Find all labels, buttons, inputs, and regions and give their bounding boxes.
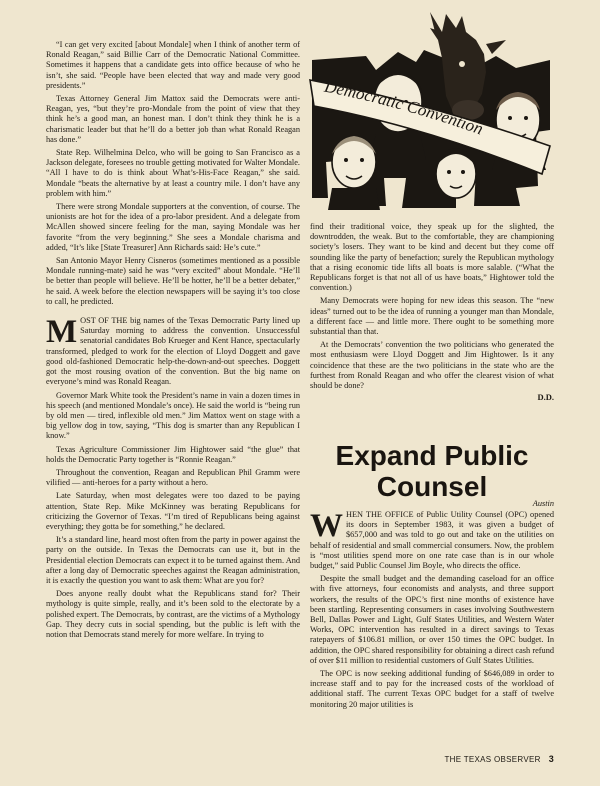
paragraph: Does anyone really doubt what the Republicans stand for? Their mythology is quite simple, really, and it’s been sold to the electorate by a polished expert. The Democrats, by contrast, are the victims of a Mythology Gap. They decry cuts in social spending, but the public is left with the notion that Democrats stand merely for more welfare. In trying to [46, 589, 300, 639]
convention-cartoon [306, 10, 556, 218]
cartoon-figure [328, 136, 380, 210]
drop-cap: M [46, 314, 78, 351]
banner-text: Democratic Convention [322, 76, 486, 139]
paragraph: find their traditional voice, they speak up for the slighted, the downtrodden, the weak. But to the comfortable, they are championing society’s losers. They want to be kind and decent but they come off sounding like the party of benefaction; surely the Republican mythology that a rising economic tide lifts all boats is more salable. (“What the Republicans forget is that not all of us have boats,” Hightower told the convention.) [310, 222, 554, 293]
page-number: 3 [548, 754, 554, 764]
publication-name: THE TEXAS OBSERVER [444, 755, 541, 764]
paragraph: Governor Mark White took the President’s name in vain a dozen times in his speech (and mentioned Mondale’s once). He said the world is “being run by old men — tired, inflexible old men.” Jim Mattox went on stage with a big yellow dog in tow, saying, “This dog is smarter than any Republican I know.” [46, 390, 300, 441]
paragraph: Texas Attorney General Jim Mattox said the Democrats were anti-Reagan, yes, “but they’re pro-Mondale from the point of view that they think he’s a good man, an honest man. I don’t think they think he is a charismatic leader but that he’ll do a better job than what Ronald Reagan has done.” [46, 94, 300, 144]
dateline: Austin [532, 499, 554, 508]
drop-cap: W [310, 508, 343, 544]
article-headline: Expand Public Counsel [335, 440, 529, 502]
paragraph: Late Saturday, when most delegates were too dazed to be paying attention, State Rep. Mike McKinney was berating Republicans for criticizing the Governor of Texas. “I’m tired of Republicans being against everything; they gotta be for something,” he declared. [46, 491, 300, 531]
paragraph: “I can get very excited [about Mondale] when I think of another term of Ronald Reagan,” said Billie Carr of the Democratic National Committee. Sometimes it happens that a candidate gets into office because of who he isn’t, she said. “People have been elected that way and made very good presidents.” [46, 40, 300, 90]
story-column [310, 510, 554, 713]
left-column [46, 40, 300, 643]
paragraph: Despite the small budget and the demanding caseload for an office with five attorneys, four economists and analysts, and three support workers, the results of the OPC’s first nine months of existence have been startling. Representing consumers in cases involving Southwestern Bell, Dallas Power and Light, Gulf States Utilities, and Western Water Works, OPC intervention has resulted in a direct savings to Texas ratepayers of $106.81 million, or over 150 times the OPC budget. In addition, the OPC shared responsibility for obtaining a direct cash refund of over $11 million to residential customers of Gulf States Utilities. [310, 574, 554, 665]
paragraph: Throughout the convention, Reagan and Republican Phil Gramm were vilified — anti-heroes for a party without a hero. [46, 467, 300, 488]
cartoon-illustration [306, 10, 556, 218]
paragraph: The OPC is now seeking additional funding of $646,089 in order to increase staff and to pay for the increased costs of the workload of additional staff. The current Texas OPC budget for a staff of twelve monitoring 20 major utilities is [310, 669, 554, 709]
paragraph: It’s a standard line, heard most often from the party in power against the party on the outside. In Texas the Democrats can use it, but in the Presidential election Democrats can expect it to be turned against them. And after a long day of Democratic speeches against the Reagan administration, it is exactly the question you want to ask them: What are you for? [46, 535, 300, 585]
author-initials: D.D. [537, 392, 554, 403]
paragraph: At the Democrats’ convention the two politicians who generated the most enthusiasm were Lloyd Doggett and Jim Hightower. Is it any coincidence that these are the two politicians in the state who are the furthest from Ronald Reagan and who offer the clearest vision of what should be done? [310, 340, 554, 391]
cartoon-figure [436, 148, 476, 198]
paragraph: Texas Agriculture Commissioner Jim Hightower said “the glue” that holds the Democratic Party together is “Ronnie Reagan.” [46, 444, 300, 464]
paragraph-dropcap [46, 316, 300, 387]
paragraph-dropcap [310, 510, 554, 571]
paragraph: Many Democrats were hoping for new ideas this season. The “new ideas” turned out to be the idea of running a younger man than Mondale, a different face — and little more. There ought to be something more substantial than that. [310, 296, 554, 337]
paragraph-text: HEN THE OFFICE of Public Utility Counsel (OPC) opened its doors in September 1983, it was given a budget of $657,000 and was told to go out and take on the utilities on behalf of residential and small commercial consumers. Now, the problem is “most utilities spend more on one rate case than is in our whole budget,” said Public Counsel Jim Boyle, who directs the office. [310, 510, 554, 571]
page-footer [420, 754, 554, 764]
right-column [310, 222, 554, 402]
paragraph: State Rep. Wilhelmina Delco, who will be going to San Francisco as a Jackson delegate, foresees no trouble getting motivated for Walter Mondale. “All I have to do is think about What’s-His-Face Reagan,” she said. Mondale “beats the alternative by at least a country mile. I don’t have any problem with him.” [46, 148, 300, 198]
paragraph: There were strong Mondale supporters at the convention, of course. The unionists are hot for the idea of a pro-labor president. And a delegate from McAllen showed sincere feeling for the man, saying Mondale was her favorite “from the very beginning.” She sees a Mondale charisma and added, “It’s like [State Treasurer] Ann Richards said: He’s cute.” [46, 202, 300, 252]
paragraph-text: OST OF THE big names of the Texas Democratic Party lined up Saturday morning to address the convention. Unsuccessful senatorial candidates Bob Krueger and Kent Hance, spectacularly transformed, pledged to work for the election of Lloyd Doggett and gave good old-fashioned Democratic help-the-down-and-out speeches. Doggett got the most rousing ovation of the convention. But the big name on everyone’s mind was Ronald Reagan. [46, 316, 300, 387]
paragraph: San Antonio Mayor Henry Cisneros (sometimes mentioned as a possible Mondale running-mate) said he was “very excited” about Mondale. “He’ll be better than people will believe. He’ll be hotter, he’ll be a better debater,” he said. A week before the election newspapers will be saying it’s too close to call, he predicted. [46, 256, 300, 306]
